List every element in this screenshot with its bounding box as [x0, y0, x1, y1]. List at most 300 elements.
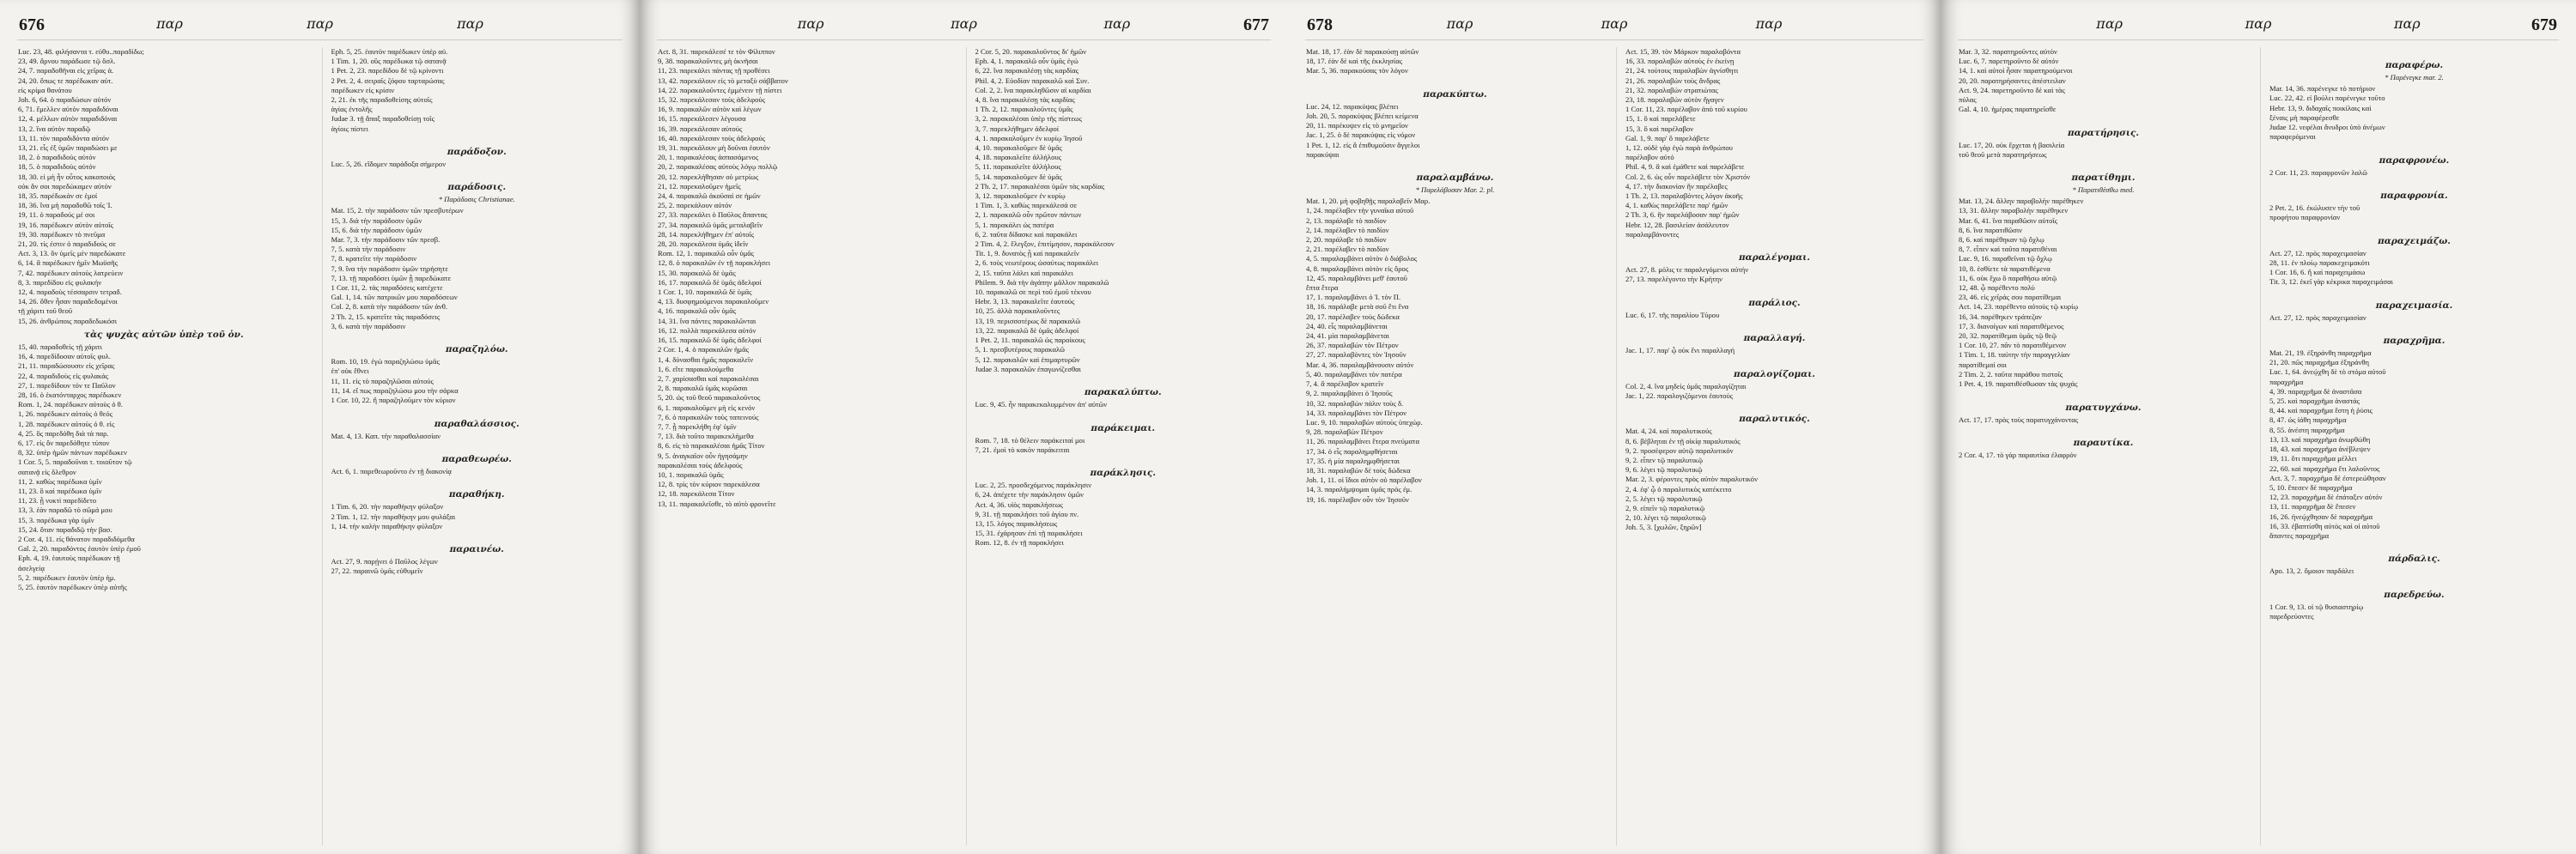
concordance-line: ἁγίοις πίστει	[331, 124, 368, 133]
running-heads	[2035, 15, 2482, 32]
concordance-line: 2, 21. ἐκ τῆς παραδοθείσης αὐτοῖς	[331, 95, 433, 105]
concordance-line: 26, 37. παραλαβὼν τὸν Πέτρον	[1306, 341, 1399, 350]
concordance-line: 13, 15. λόγος παρακλήσεως	[975, 518, 1058, 528]
page-677	[640, 0, 1288, 854]
concordance-line: 2, 4. ἐφ' ᾧ ὁ παραλυτικὸς κατέκειτο	[1625, 484, 1732, 494]
concordance-line: 15, 3. διὰ τὴν παράδοσιν ὑμῶν	[331, 215, 422, 225]
concordance-line: 21, 32. παραλαβὼν στρατιώτας	[1625, 85, 1718, 94]
text-column	[657, 47, 954, 845]
entry-headword: τὰς ψυχὰς αὐτῶν ὑπὲρ τοῦ ὀν.	[83, 329, 244, 340]
running-head: παρ	[457, 15, 483, 32]
concordance-line: 8, 6. εἰς τὸ παρακαλέσαι ἡμᾶς Τίτον	[658, 441, 765, 451]
concordance-line: 1 Pet. 2, 23. παρεδίδου δὲ τῷ κρίνοντι	[331, 66, 444, 76]
text-column	[17, 47, 310, 845]
concordance-line: 1, 6. εἴτε παρακαλούμεθα	[658, 364, 734, 373]
concordance-line: 15, 3. παρέδωκα γὰρ ὑμῖν	[18, 515, 94, 524]
concordance-line: 22, 4. παραδιδοὺς εἰς φυλακάς	[18, 371, 109, 380]
spacer	[1959, 114, 2248, 124]
concordance-line: 25, 2. παρεκάλουν αὐτόν	[658, 201, 732, 210]
concordance-line: 14, 33. παραλαμβάνει τὸν Πέτρον	[1306, 408, 1407, 417]
concordance-line: 15, 40. παραδοθεὶς τῇ χάριτι	[18, 342, 102, 351]
concordance-line: 1 Pet. 2, 11. παρακαλῶ ὡς παροίκους	[975, 336, 1085, 345]
entry-headword: παρεδρεύω.	[2384, 589, 2445, 600]
concordance-line: 21, 26. παραλαβὼν τοὺς ἄνδρας	[1625, 76, 1721, 85]
entry-headword: παραφρονία.	[2380, 191, 2448, 202]
concordance-line: 2, 13. παράλαβε τὸ παιδίον	[1306, 215, 1387, 225]
concordance-line: Mat. 21, 19. ἐξηράνθη παραχρῆμα	[2269, 348, 2372, 358]
running-head: παρ	[797, 15, 824, 32]
entry-headword: παραχειμάζω.	[2378, 235, 2451, 246]
concordance-line: 3, 7. παρεκλήθημεν ἀδελφοί	[975, 124, 1060, 133]
concordance-line: 10, 1. παρακαλῶ ὑμᾶς	[658, 469, 724, 479]
concordance-line: 16, 40. παρεκάλεσαν τοὺς ἀδελφούς	[658, 133, 766, 142]
page-number: 677	[1243, 15, 1269, 34]
page-header	[1305, 10, 1923, 40]
concordance-line: 9, 28. παραλαβὼν Πέτρον	[1306, 427, 1383, 437]
concordance-line: 2, 9. εἰπεῖν τῷ παραλυτικῷ	[1625, 503, 1705, 512]
concordance-line: 20, 2. παρακαλέσας αὐτοὺς λόγῳ πολλῷ	[658, 162, 778, 172]
concordance-line: Joh. 5, 3. [χωλῶν, ξηρῶν]	[1625, 523, 1702, 532]
concordance-line: 13, 3. ἐὰν παραδῶ τὸ σῶμά μου	[18, 506, 112, 515]
concordance-line: Gal. 4, 10. ἡμέρας παρατηρεῖσθε	[1959, 105, 2057, 114]
concordance-line: 12, 8. τρὶς τὸν κύριον παρεκάλεσα	[658, 480, 760, 489]
concordance-line: 5, 10. ἔπεσεν δὲ παραχρῆμα	[2269, 482, 2353, 492]
concordance-line: 20, 12. παρεκλήθησαν οὐ μετρίως	[658, 172, 759, 181]
concordance-line: 1 Tim. 1, 3. καθὼς παρεκάλεσά σε	[975, 201, 1078, 210]
spacer	[331, 405, 623, 415]
concordance-line: 5, 40. παραλαμβάνει τὸν πατέρα	[1306, 369, 1402, 379]
concordance-line: οὐκ ἄν σοι παρεδώκαμεν αὐτόν	[18, 181, 112, 191]
concordance-line: 21, 20. τίς ἐστιν ὁ παραδιδούς σε	[18, 239, 116, 249]
concordance-line: 2 Th. 2, 15. κρατεῖτε τὰς παραδόσεις	[331, 312, 440, 321]
entry-headword: παράκλησις.	[1090, 468, 1157, 479]
concordance-line: 6, 17. εἰς ὃν παρεδόθητε τύπον	[18, 438, 110, 447]
spacer	[2269, 142, 2559, 151]
running-heads	[94, 15, 545, 32]
entry-headword: παραθαλάσσιος.	[434, 418, 519, 429]
concordance-line: 28, 20. παρεκάλεσα ὑμᾶς ἰδεῖν	[658, 239, 749, 249]
concordance-line: 4, 5. παραλαμβάνει αὐτὸν ὁ διάβολος	[1306, 254, 1418, 263]
concordance-line: 6, 14. ἃ παρέδωκεν ἡμῖν Μωϋσῆς	[18, 258, 118, 268]
concordance-line: 16, 39. παρεκάλεσαν αὐτούς	[658, 124, 743, 133]
spacer	[331, 441, 623, 451]
page-header	[657, 10, 1271, 40]
entry-headword: παράλιος.	[1748, 297, 1801, 308]
concordance-line: 5, 20. ὡς τοῦ θεοῦ παρακαλοῦντος	[658, 393, 761, 403]
concordance-line: 12, 18. παρεκάλεσα Τίτον	[658, 489, 735, 499]
concordance-line: 13, 11. τὸν παραδιδόντα αὐτόν	[18, 133, 109, 142]
concordance-line: Mat. 15, 2. τὴν παράδοσιν τῶν πρεσβυτέρων	[331, 206, 464, 215]
concordance-line: Mat. 4, 13. Καπ. τὴν παραθαλασσίαν	[331, 431, 441, 440]
concordance-line: Eph. 4, 19. ἑαυτοὺς παρέδωκαν τῇ	[18, 554, 120, 563]
concordance-line: 7, 13. διὰ τοῦτο παρακεκλήμεθα	[658, 432, 754, 441]
entry-headword: παραλογίζομαι.	[1734, 368, 1815, 379]
concordance-line: 15, 30. παρακαλῶ δὲ ὑμᾶς	[658, 268, 736, 277]
concordance-line: 9, 31. τῇ παρακλήσει τοῦ ἁγίου πν.	[975, 509, 1079, 518]
concordance-line: 16, 33. ἐβαπτίσθη αὐτὸς καὶ οἱ αὐτοῦ	[2269, 521, 2380, 530]
concordance-line: 18, 36. ἵνα μὴ παραδοθῶ τοῖς Ἰ.	[18, 201, 112, 210]
concordance-line: ξέναις μὴ παραφέρεσθε	[2269, 112, 2340, 122]
entry-headword: παραθήκη.	[448, 489, 505, 500]
concordance-line: 27, 34. παρακαλῶ ὑμᾶς μεταλαβεῖν	[658, 220, 763, 229]
concordance-line: 1 Cor. 11, 23. παρέλαβον ἀπὸ τοῦ κυρίου	[1625, 105, 1747, 114]
spacer	[1306, 160, 1604, 169]
concordance-line: 12, 4. παραδοὺς τέσσαρσιν τετραδ.	[18, 288, 122, 297]
concordance-line: Luc. 5, 26. εἴδομεν παράδοξα σήμερον	[331, 160, 447, 169]
concordance-line: 19, 11. ὅτι παραχρῆμα μέλλει	[2269, 454, 2357, 463]
concordance-line: Act. 8, 31. παρεκάλεσέ τε τὸν Φίλιππον	[658, 47, 775, 56]
spacer	[2269, 323, 2559, 332]
concordance-line: 5, 11. παρακαλεῖτε ἀλλήλους	[975, 162, 1061, 172]
concordance-line: 5, 2. παρέδωκεν ἑαυτὸν ὑπὲρ ἡμ.	[18, 572, 116, 582]
concordance-line: Rom. 12, 8. ἐν τῇ παρακλήσει	[975, 538, 1064, 548]
concordance-line: 14, 26. ὅθεν ἦσαν παραδεδομένοι	[18, 297, 118, 306]
spacer	[2269, 287, 2559, 296]
spacer	[1625, 239, 1923, 249]
spacer	[1625, 401, 1923, 410]
concordance-line: 12, 48. ᾧ παρέθεντο πολύ	[1959, 283, 2035, 293]
concordance-line: 14, 31. ἵνα πάντες παρακαλῶνται	[658, 316, 756, 325]
concordance-line: παρακύψαι	[1306, 149, 1340, 159]
concordance-line: 4, 18. παρακαλεῖτε ἀλλήλους	[975, 153, 1062, 162]
concordance-line: 12, 4. μέλλων αὐτὸν παραδιδόναι	[18, 114, 118, 124]
text-column	[322, 47, 623, 845]
concordance-line: Mat. 13, 24. ἄλλην παραβολὴν παρέθηκεν	[1959, 197, 2084, 206]
concordance-line: 18, 43. καὶ παραχρῆμα ἀνέβλεψεν	[2269, 445, 2371, 454]
concordance-line: 8, 44. καὶ παραχρῆμα ἔστη ἡ ῥύσις	[2269, 406, 2373, 415]
concordance-line: 5, 1. παρακάλει ὡς πατέρα	[975, 220, 1054, 229]
spacer	[975, 374, 1272, 384]
entry-headword: παραφρονέω.	[2379, 154, 2450, 166]
concordance-line: 18, 31. παραλαβὼν δὲ τοὺς δώδεκα	[1306, 465, 1411, 475]
concordance-line: 4, 16. παρακαλῶ οὖν ὑμᾶς	[658, 306, 737, 316]
concordance-line: Philem. 9. διὰ τὴν ἀγάπην μᾶλλον παρακαλῶ	[975, 277, 1109, 287]
entry-headword: παραλαμβάνω.	[1416, 173, 1494, 184]
concordance-line: 10, 32. παραλαβὼν πάλιν τοὺς δ.	[1306, 398, 1404, 408]
concordance-line: Rom. 1, 24. παρέδωκεν αὐτοὺς ὁ θ.	[18, 400, 123, 409]
concordance-line: Eph. 4, 1. παρακαλῶ οὖν ὑμᾶς ἐγώ	[975, 57, 1078, 66]
concordance-line: 2, 14. παρέλαβεν τὸ παιδίον	[1306, 225, 1389, 234]
concordance-line: 6, 2. ταῦτα δίδασκε καὶ παρακάλει	[975, 229, 1078, 239]
page-679	[1941, 0, 2576, 854]
running-heads	[734, 15, 1194, 32]
entry-headword: παράκειμαι.	[1091, 422, 1156, 433]
concordance-line: 16, 9. παρακαλῶν αὐτὸν καὶ λέγων	[658, 105, 762, 114]
concordance-line: 18, 2. ὁ παραδιδοὺς αὐτόν	[18, 153, 96, 162]
concordance-line: παραλαμβάνοντες	[1625, 229, 1680, 239]
entry-headword: παράδοξον.	[447, 147, 507, 158]
concordance-line: 4, 8. παραλαμβάνει αὐτὸν εἰς ὄρος	[1306, 263, 1409, 273]
entry-headword: παραχειμασία.	[2375, 300, 2453, 311]
running-head: παρ	[2096, 15, 2123, 32]
concordance-line: Tit. 3, 12. ἐκεῖ γὰρ κέκρικα παραχειμάσαι	[2269, 277, 2393, 287]
concordance-line: 1, 26. παρέδωκεν αὐτοὺς ὁ θεός	[18, 409, 113, 419]
concordance-line: Hebr. 3, 13. παρακαλεῖτε ἑαυτούς	[975, 297, 1075, 306]
concordance-line: 1 Th. 2, 12. παρακαλοῦντες ὑμᾶς	[975, 105, 1073, 114]
concordance-line: 13, 19. περισσοτέρως δὲ παρακαλῶ	[975, 316, 1080, 325]
concordance-line: 10, 25. ἀλλὰ παρακαλοῦντες	[975, 306, 1060, 316]
concordance-line: Rom. 7, 18. τὸ θέλειν παράκειταί μοι	[975, 435, 1085, 445]
concordance-line: 9, 6. λέγει τῷ παραλυτικῷ	[1625, 465, 1703, 475]
concordance-line: 7, 5. κατὰ τὴν παράδοσιν	[331, 245, 406, 254]
concordance-line: παρατίθεμαί σοι	[1959, 360, 2007, 369]
concordance-line: Act. 4, 36. υἱὸς παρακλήσεως	[975, 500, 1063, 509]
concordance-line: 5, 25. ἑαυτὸν παρέδωκεν ὑπὲρ αὐτῆς	[18, 582, 127, 591]
concordance-line: 16, 15. παρεκάλεσεν λέγουσα	[658, 114, 746, 124]
concordance-line: 2 Tim. 4, 2. ἔλεγξον, ἐπιτίμησον, παρακάλεσον	[975, 239, 1115, 249]
concordance-line: ἅπαντες παραχρῆμα	[2269, 530, 2330, 540]
concordance-line: 8, 6. βέβληται ἐν τῇ οἰκίᾳ παραλυτικός	[1625, 436, 1741, 445]
concordance-line: 8, 47. ὡς ἰάθη παραχρῆμα	[2269, 415, 2347, 425]
concordance-line: 8, 32. ὑπὲρ ἡμῶν πάντων παρέδωκεν	[18, 448, 128, 457]
entry-note: * Παρελάβοσαν Mar. 2. pl.	[1415, 185, 1495, 195]
concordance-line: 9, 2. εἶπεν τῷ παραλυτικῷ	[1625, 455, 1703, 464]
concordance-line: Mat. 1, 20. μὴ φοβηθῇς παραλαβεῖν Μαρ.	[1306, 197, 1431, 206]
concordance-line: 27, 22. παραινῶ ὑμᾶς εὐθυμεῖν	[331, 566, 423, 576]
concordance-line: 20, 1. παρακαλέσας ἀσπασάμενος	[658, 153, 759, 162]
concordance-line: 2 Cor. 11, 23. παραφρονῶν λαλῶ	[2269, 167, 2367, 177]
spacer	[331, 169, 623, 179]
concordance-line: 8, 7. εἶπεν καὶ ταῦτα παρατιθέναι	[1959, 245, 2057, 254]
concordance-line: 11, 23. παρεκάλει πάντας τῇ προθέσει	[658, 66, 770, 76]
concordance-line: Luc. 6, 7. παρετηροῦντο δὲ αὐτόν	[1959, 57, 2059, 66]
concordance-line: 1, 28. παρέδωκεν αὐτοὺς ὁ θ. εἰς	[18, 419, 115, 428]
concordance-line: 14, 22. παρακαλοῦντες ἐμμένειν τῇ πίστει	[658, 85, 782, 94]
concordance-line: πύλας	[1959, 95, 1977, 105]
concordance-line: ἐπ' οὐκ ἔθνει	[331, 366, 369, 376]
spacer	[2269, 577, 2559, 586]
concordance-line: Act. 9, 24. παρετηροῦντο δὲ καὶ τὰς	[1959, 85, 2065, 94]
concordance-line: 7, 8. κρατεῖτε τὴν παράδοσιν	[331, 254, 417, 263]
concordance-line: 15, 3. ὃ καὶ παρέλαβον	[1625, 124, 1694, 133]
entry-headword: παραχρῆμα.	[2383, 336, 2445, 347]
concordance-line: Luc. 9, 10. παραλαβὼν αὐτοὺς ὑπεχώρ.	[1306, 417, 1423, 427]
concordance-line: Luc. 9, 45. ἦν παρακεκαλυμμένον ἀπ' αὐτῶν	[975, 400, 1108, 409]
concordance-line: 1 Cor. 5, 5. παραδοῦναι τ. τοιοῦτον τῷ	[18, 457, 132, 467]
concordance-line: 1 Cor. 10, 27. πᾶν τὸ παρατιθέμενον	[1959, 341, 2067, 350]
concordance-line: Luc. 2, 25. προσδεχόμενος παράκλησιν	[975, 481, 1092, 490]
concordance-line: Joh. 20, 5. παρακύψας βλέπει κείμενα	[1306, 112, 1419, 121]
concordance-line: Luc. 17, 20. οὐκ ἔρχεται ἡ βασιλεία	[1959, 140, 2065, 149]
concordance-line: Luc. 24, 12. παρακύψας βλέπει	[1306, 101, 1399, 111]
concordance-line: ἁγίας ἐντολῆς	[331, 105, 373, 114]
concordance-line: 7, 6. ὁ παρακαλῶν τοὺς ταπεινούς	[658, 412, 759, 421]
concordance-line: 24, 41. μία παραλαμβάνεται	[1306, 331, 1389, 341]
entry-note: * Παρατιθέσθω med.	[2072, 185, 2135, 195]
page-header	[17, 10, 623, 40]
concordance-line: 4, 25. ὃς παρεδόθη διὰ τὰ παρ.	[18, 428, 109, 438]
concordance-line: 2 Th. 3, 6. ἣν παρελάβοσαν παρ' ἡμῶν	[1625, 210, 1740, 220]
concordance-line: 18, 17. ἐὰν δὲ καὶ τῆς ἐκκλησίας	[1306, 57, 1403, 66]
concordance-line: 7, 9. ἵνα τὴν παράδοσιν ὑμῶν τηρήσητε	[331, 263, 448, 273]
concordance-line: 4, 39. παραχρῆμα δὲ ἀναστᾶσα	[2269, 386, 2362, 396]
concordance-line: σατανᾷ εἰς ὄλεθρον	[18, 467, 76, 476]
concordance-line: Gal. 1, 9. παρ' ὃ παρελάβετε	[1625, 133, 1710, 142]
spacer	[975, 409, 1272, 419]
concordance-line: Phil. 4, 9. ἃ καὶ ἐμάθετε καὶ παρελάβετε	[1625, 162, 1745, 172]
entry-headword: παραζηλόω.	[445, 344, 508, 355]
concordance-line: 21, 11. παραδώσουσιν εἰς χεῖρας	[18, 361, 115, 371]
concordance-line: 15, 24. ὅταν παραδιδῷ τὴν βασ.	[18, 524, 112, 534]
page-header	[1958, 10, 2559, 40]
concordance-line: 16, 4. παρεδίδοσαν αὐτοῖς φυλ.	[18, 352, 112, 361]
concordance-line: 2, 7. χαρίσασθαι καὶ παρακαλέσαι	[658, 373, 759, 383]
concordance-line: 28, 11. ἐν πλοίῳ παρακεχειμακότι	[2269, 257, 2370, 267]
concordance-line: 3, 6. κατὰ τὴν παράδοσιν	[331, 321, 406, 330]
spacer	[975, 455, 1272, 464]
concordance-line: 11, 11. εἰς τὸ παραζηλῶσαι αὐτούς	[331, 376, 434, 385]
concordance-line: 19, 16. παρέδωκεν αὐτὸν αὐτοῖς	[18, 220, 113, 229]
running-head: παρ	[2245, 15, 2272, 32]
concordance-line: 15, 1. ὃ καὶ παρελάβετε	[1625, 114, 1696, 124]
concordance-line: παραχρῆμα	[2269, 377, 2304, 386]
concordance-line: Rom. 10, 19. ἐγὼ παραζηλώσω ὑμᾶς	[331, 357, 440, 366]
concordance-line: 15, 32. παρεκάλεσαν τοὺς ἀδελφούς	[658, 95, 766, 105]
concordance-line: Mar. 6, 41. ἵνα παραθῶσιν αὐτοῖς	[1959, 215, 2058, 225]
page-number: 678	[1307, 15, 1333, 34]
concordance-line: 16, 15. παρακαλῶ δὲ ὑμᾶς ἀδελφοί	[658, 336, 762, 345]
concordance-line: 20, 32. παρατίθεμαι ὑμᾶς τῷ θεῷ	[1959, 331, 2057, 341]
concordance-line: 17, 34. ὁ εἷς παραλημφθήσεται	[1306, 446, 1398, 456]
concordance-line: 24, 40. εἷς παραλαμβάνεται	[1306, 321, 1388, 330]
concordance-line: Jac. 1, 22. παραλογιζόμενοι ἑαυτούς	[1625, 391, 1734, 400]
entry-headword: παραυτίκα.	[2073, 437, 2134, 448]
concordance-line: 19, 30. παρέδωκεν τὸ πνεῦμα	[18, 229, 106, 239]
concordance-line: 1 Cor. 9, 13. οἱ τῷ θυσιαστηρίῳ	[2269, 602, 2364, 611]
entry-headword: παρακύπτω.	[1423, 88, 1487, 100]
entry-headword: παρατυγχάνω.	[2065, 402, 2142, 413]
concordance-line: 22, 60. καὶ παραχρῆμα ἔτι λαλοῦντος	[2269, 463, 2380, 473]
concordance-line: 5, 25. καὶ παραχρῆμα ἀναστάς	[2269, 397, 2360, 406]
text-column	[2260, 47, 2559, 845]
concordance-line: Act. 3, 13. ὃν ὑμεῖς μὲν παρεδώκατε	[18, 249, 126, 258]
concordance-line: Act. 14, 23. παρέθεντο αὐτοὺς τῷ κυρίῳ	[1959, 302, 2079, 312]
spacer	[1959, 389, 2248, 398]
concordance-line: Luc. 22, 42. εἰ βούλει παρένεγκε τοῦτο	[2269, 94, 2385, 103]
concordance-line: 27, 33. παρεκάλει ὁ Παῦλος ἅπαντας	[658, 210, 768, 220]
concordance-line: 2 Cor. 4, 11. εἰς θάνατον παραδιδόμεθα	[18, 534, 135, 543]
text-column	[1958, 47, 2248, 845]
concordance-line: 13, 11. παραχρῆμα δὲ ἔπεσεν	[2269, 502, 2356, 512]
concordance-line: 1, 4. δύνασθαι ἡμᾶς παρακαλεῖν	[658, 354, 754, 364]
concordance-line: 24, 20. ὅπως τε παρέδωκαν αὐτ.	[18, 76, 113, 85]
concordance-line: 24, 7. παραδοθῆναι εἰς χεῖρας ἀ.	[18, 66, 114, 76]
concordance-line: 2 Tim. 1, 12. τὴν παραθήκην μου φυλάξαι	[331, 512, 456, 521]
running-heads	[1382, 15, 1846, 32]
concordance-line: 21, 12. παρεκαλοῦμεν ἡμεῖς	[658, 181, 741, 191]
concordance-line: 17, 1. παραλαμβάνει ὁ Ἰ. τὸν Π.	[1306, 293, 1401, 302]
concordance-line: 19, 31. παρεκάλουν μὴ δοῦναι ἑαυτόν	[658, 143, 770, 153]
concordance-line: Act. 6, 1. παρεθεωροῦντο ἐν τῇ διακονίᾳ	[331, 466, 452, 475]
concordance-line: Eph. 5, 25. ἑαυτὸν παρέδωκεν ὑπὲρ αὐ.	[331, 47, 448, 56]
concordance-line: 2, 1. παρακαλῶ οὖν πρῶτον πάντων	[975, 210, 1082, 220]
concordance-line: 2, 15. ταῦτα λάλει καὶ παρακάλει	[975, 268, 1073, 277]
concordance-line: 23, 18. παραλαβὼν αὐτὸν ἤγαγεν	[1625, 95, 1724, 105]
concordance-line: 9, 2. προσέφερον αὐτῷ παραλυτικόν	[1625, 445, 1734, 455]
concordance-line: Luc. 9, 16. παραθεῖναι τῷ ὄχλῳ	[1959, 254, 2052, 263]
running-head: παρ	[156, 15, 183, 32]
entry-headword: παραλυτικός.	[1739, 414, 1810, 425]
concordance-line: Mat. 4, 24. καὶ παραλυτικούς	[1625, 427, 1712, 436]
concordance-line: 13, 22. παρακαλῶ δὲ ὑμᾶς ἀδελφοί	[975, 325, 1079, 335]
concordance-line: 13, 21. εἷς ἐξ ὑμῶν παραδώσει με	[18, 143, 118, 153]
page-number: 676	[19, 15, 45, 34]
concordance-line: παραφερόμεναι	[2269, 132, 2316, 142]
concordance-line: 2 Cor. 1, 4. ὁ παρακαλῶν ἡμᾶς	[658, 345, 750, 354]
concordance-line: 4, 13. δυσφημούμενοι παρακαλοῦμεν	[658, 297, 769, 306]
concordance-line: 2, 6. τοὺς νεωτέρους ὡσαύτως παρακάλει	[975, 258, 1099, 268]
concordance-line: 1 Cor. 1, 10. παρακαλῶ δὲ ὑμᾶς	[658, 288, 752, 297]
text-column	[966, 47, 1272, 845]
concordance-line: 12, 23. παραχρῆμα δὲ ἐπάταξεν αὐτόν	[2269, 493, 2383, 502]
running-head: παρ	[1103, 15, 1131, 32]
concordance-line: 11, 2. καθὼς παρέδωκα ὑμῖν	[18, 476, 102, 486]
concordance-line: Mar. 3, 32. παρατηροῦντες αὐτὸν	[1959, 47, 2057, 56]
concordance-line: 4, 17. τὴν διακονίαν ἣν παρέλαβες	[1625, 181, 1728, 191]
concordance-line: Mar. 7, 3. τὴν παράδοσιν τῶν πρεσβ.	[331, 235, 440, 245]
concordance-line: 9, 38. παρακαλοῦντες μὴ ὀκνῆσαι	[658, 57, 758, 66]
concordance-line: 2 Pet. 2, 16. ἐκώλυσεν τὴν τοῦ	[2269, 203, 2360, 213]
concordance-line: 2 Th. 2, 17. παρακαλέσαι ὑμῶν τὰς καρδίας	[975, 181, 1105, 191]
concordance-line: 1 Tim. 1, 18. ταύτην τὴν παραγγελίαν	[1959, 350, 2070, 360]
entry-headword: πάρδαλις.	[2388, 554, 2440, 565]
entry-headword: παρακαλύπτω.	[1084, 387, 1162, 398]
concordance-line: 12, 8. ὁ παρακαλῶν ἐν τῇ παρακλήσει	[658, 258, 771, 268]
concordance-line: 13, 11. παρακαλεῖσθε, τὸ αὐτὸ φρονεῖτε	[658, 499, 776, 508]
concordance-line: 4, 1. παρακαλοῦμεν ἐν κυρίῳ Ἰησοῦ	[975, 133, 1083, 142]
concordance-line: 11, 23. ὃ καὶ παρέδωκα ὑμῖν	[18, 486, 102, 495]
concordance-line: 15, 31. ἐχάρησαν ἐπὶ τῇ παρακλήσει	[975, 529, 1083, 538]
concordance-line: 2 Tim. 2, 2. ταῦτα παράθου πιστοῖς	[1959, 369, 2063, 379]
entry-headword: παρατίθημι.	[2071, 173, 2136, 184]
spacer	[1306, 76, 1604, 86]
concordance-line: 2, 5. λέγει τῷ παραλυτικῷ	[1625, 494, 1703, 503]
concordance-line: 3, 2. παρακαλέσαι ὑπὲρ τῆς πίστεως	[975, 114, 1082, 124]
concordance-line: ἕπτα ἕτερα	[1306, 283, 1339, 293]
concordance-line: 17, 35. ἡ μία παραλημφθήσεται	[1306, 456, 1400, 465]
concordance-line: Apo. 13, 2. ὅμοιον παρδάλει	[2269, 566, 2354, 576]
concordance-line: Col. 2, 8. κατὰ τὴν παράδοσιν τῶν ἀνθ.	[331, 302, 447, 312]
concordance-line: 1 Cor. 11, 2. τὰς παραδόσεις κατέχετε	[331, 283, 443, 293]
concordance-line: 16, 26. ἠνεῴχθησαν δὲ παραχρῆμα	[2269, 512, 2373, 521]
spacer	[331, 531, 623, 541]
spacer	[2269, 222, 2559, 232]
concordance-line: Act. 15, 39. τὸν Μάρκον παραλαβόντα	[1625, 47, 1741, 56]
concordance-line: Act. 17, 17. πρὸς τοὺς παρατυγχάνοντας	[1959, 415, 2079, 424]
spacer	[1625, 355, 1923, 365]
concordance-line: Rom. 12, 1. παρακαλῶ οὖν ὑμᾶς	[658, 249, 755, 258]
concordance-line: 11, 26. παραλαμβάνει ἕτερα πνεύματα	[1306, 437, 1419, 446]
entry-headword: παρατήρησις.	[2067, 127, 2139, 138]
concordance-line: Act. 27, 8. μόλις τε παραλεγόμενοι αὐτήν	[1625, 265, 1749, 275]
concordance-line: εἰς κρίμα θανάτου	[18, 85, 72, 94]
concordance-line: 2, 10. λέγει τῷ παραλυτικῷ	[1625, 513, 1706, 523]
concordance-line: 5, 14. παρακαλοῦμεν δὲ ὑμᾶς	[975, 172, 1062, 181]
concordance-line: 1 Tim. 6, 20. τὴν παραθήκην φύλαξον	[331, 502, 444, 512]
page-number: 679	[2531, 15, 2557, 34]
concordance-line: 23, 46. εἰς χεῖράς σου παρατίθεμαι	[1959, 293, 2062, 302]
concordance-line: 23, 49. ἄρνου παράδωσε τῷ ὅσλ.	[18, 57, 116, 66]
concordance-line: 15, 6. διὰ τὴν παράδοσιν ὑμῶν	[331, 225, 422, 234]
concordance-line: 16, 17. παρακαλῶ δὲ ὑμᾶς ἀδελφοί	[658, 277, 762, 287]
concordance-line: Mar. 14, 36. παρένεγκε τὸ ποτήριον	[2269, 84, 2376, 94]
concordance-line: 15, 26. ἀνθρώποις παραδεδωκόσι	[18, 316, 118, 325]
concordance-line: 18, 30. εἰ μὴ ἦν οὗτος κακοποιός	[18, 172, 116, 181]
entry-note: * Παρένεγκε mar. 2.	[2385, 73, 2444, 82]
concordance-line: 27, 27. παραλαβόντες τὸν Ἰησοῦν	[1306, 350, 1406, 360]
concordance-line: 16, 12. πολλὰ παρεκάλεσα αὐτόν	[658, 325, 756, 335]
concordance-line: 27, 1. παρεδίδουν τόν τε Παῦλον	[18, 380, 116, 390]
